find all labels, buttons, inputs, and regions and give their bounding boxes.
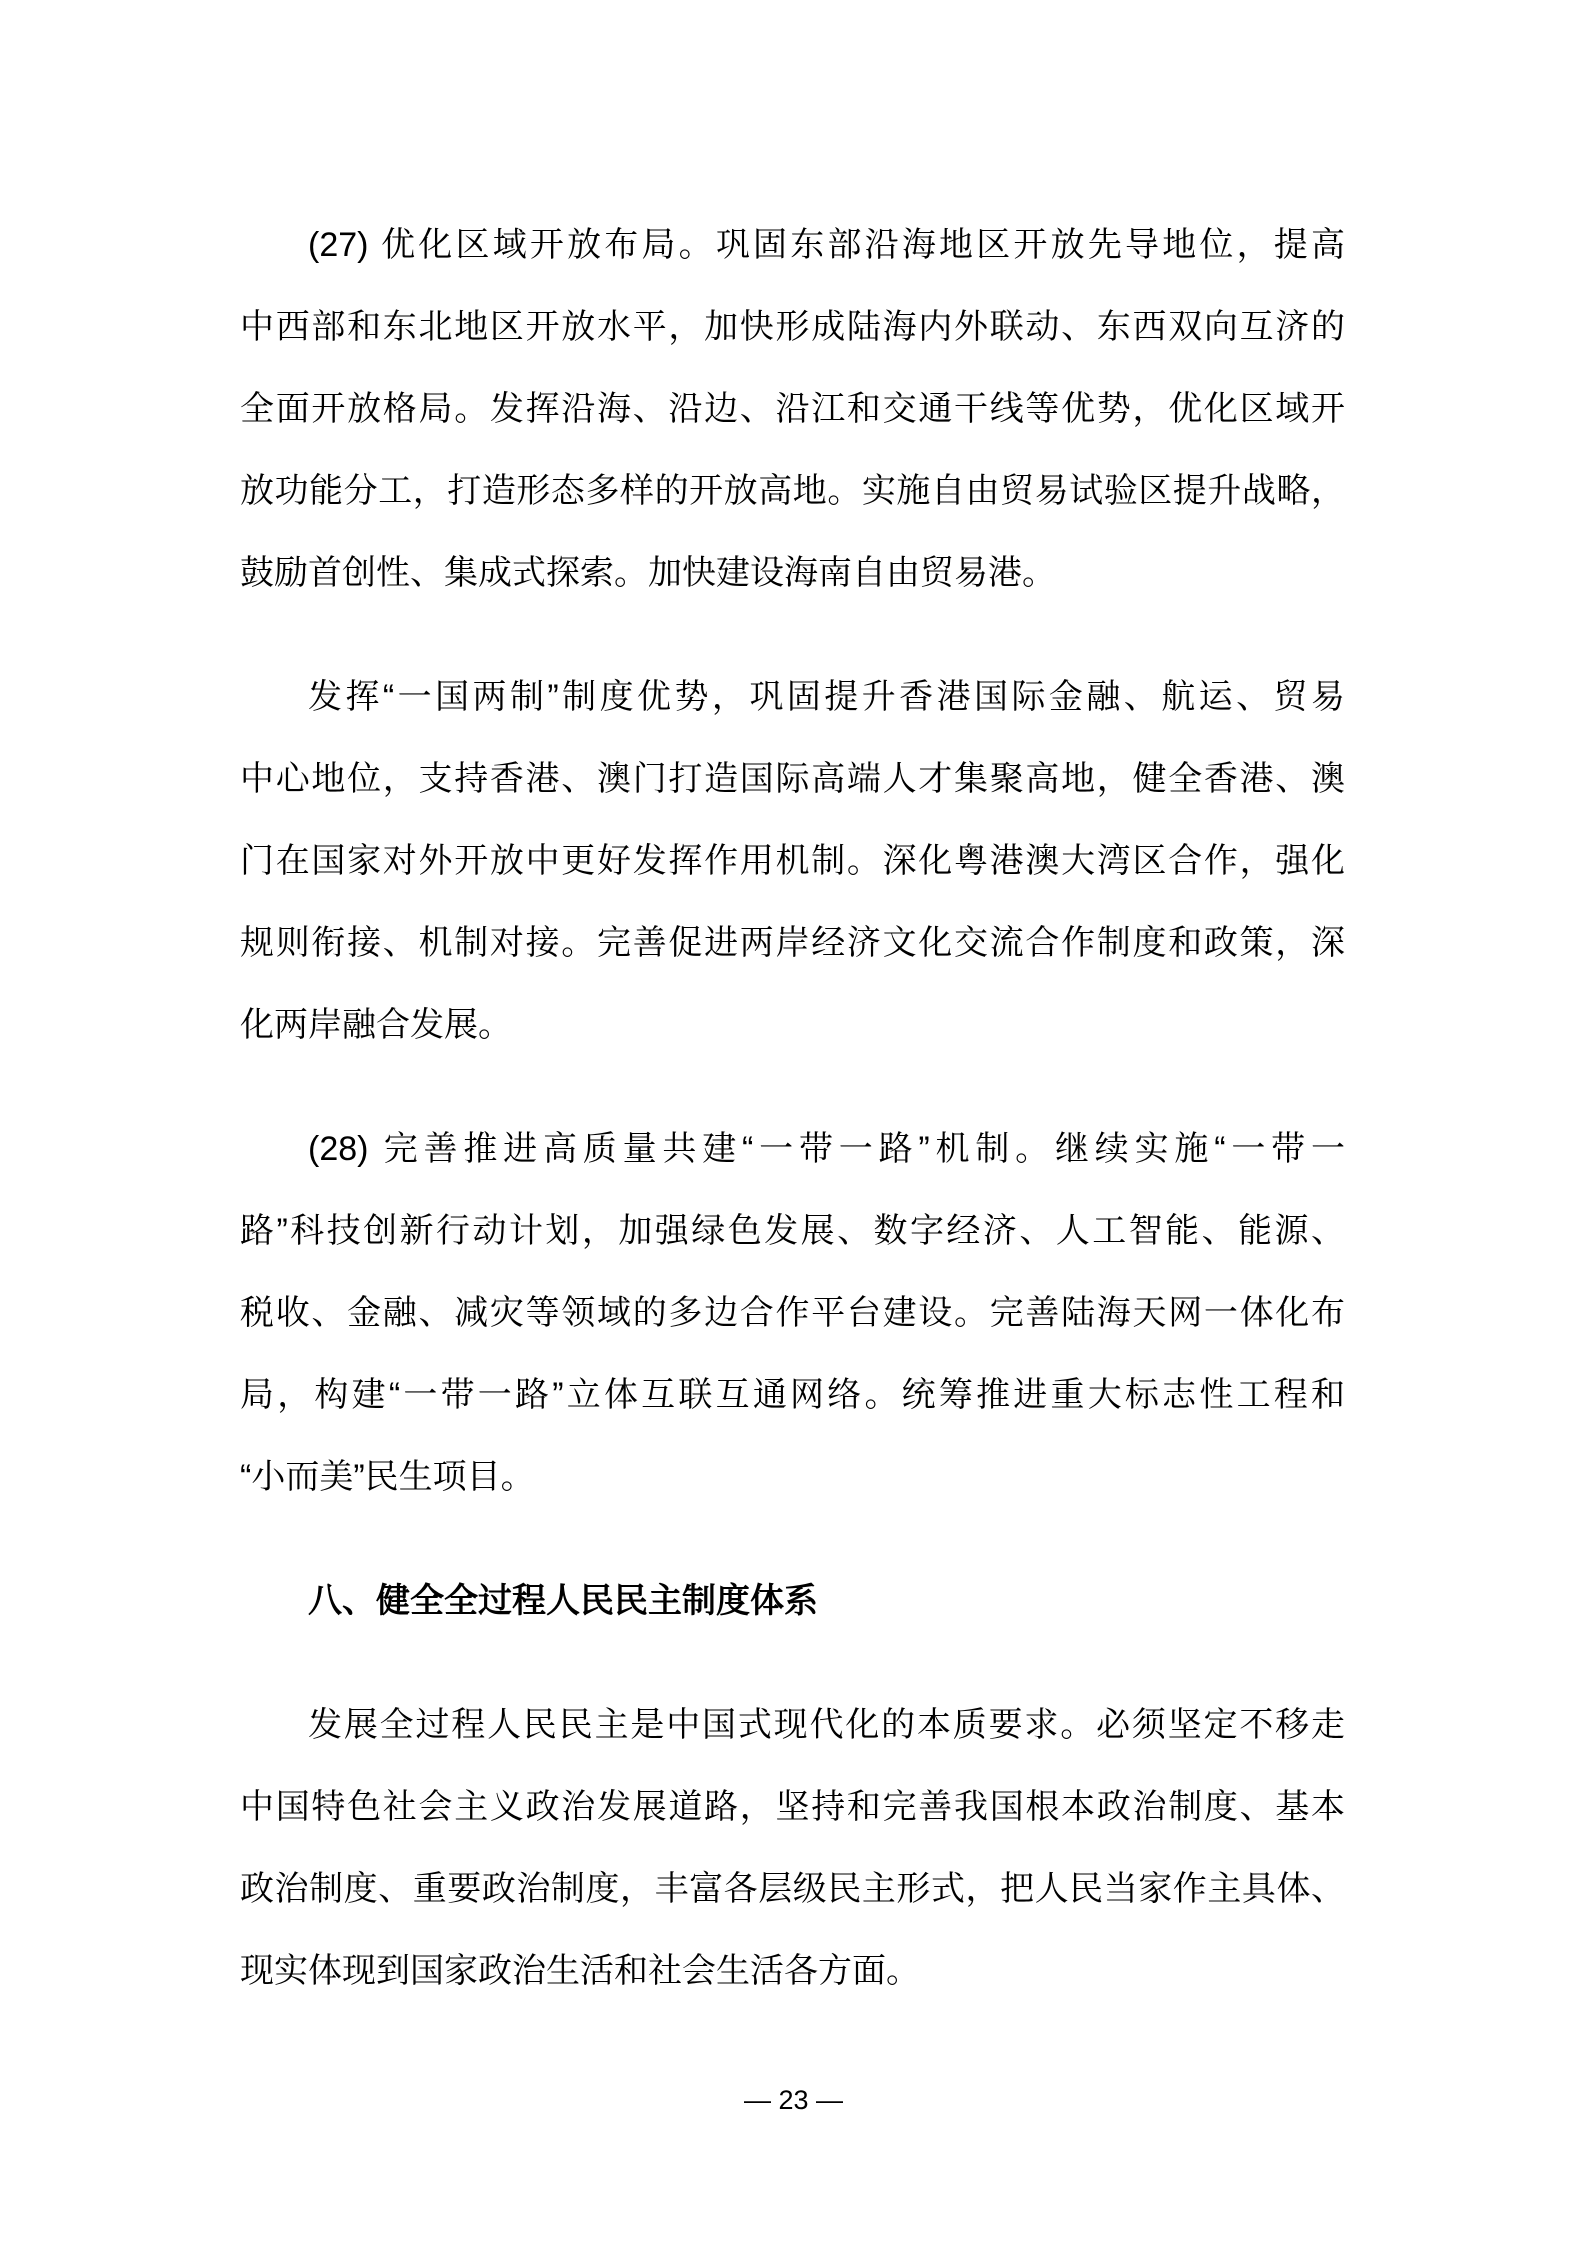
text-line: 路”科技创新行动计划，加强绿色发展、数字经济、人工智能、能源、: [240, 1212, 1345, 1250]
text-line: (28) 完善推进高质量共建“一带一路”机制。继续实施“一带一: [308, 1130, 1345, 1168]
text-line: 中国特色社会主义政治发展道路，坚持和完善我国根本政治制度、基本: [240, 1788, 1345, 1826]
text-line: 化两岸融合发展。: [240, 1006, 512, 1044]
text-line: “小而美”民生项目。: [240, 1458, 535, 1496]
text-line: 中心地位，支持香港、澳门打造国际高端人才集聚高地，健全香港、澳: [240, 760, 1345, 798]
paragraph-28-belt-and-road: [240, 1108, 1345, 1518]
page-number: — 23 —: [743, 2085, 844, 2115]
text-line: 鼓励首创性、集成式探索。加快建设海南自由贸易港。: [240, 554, 1056, 592]
text-line: 局，构建“一带一路”立体互联互通网络。统筹推进重大标志性工程和: [240, 1376, 1345, 1414]
text-line: 放功能分工，打造形态多样的开放高地。实施自由贸易试验区提升战略，: [240, 472, 1345, 510]
paragraph-27-regional-opening: [240, 204, 1345, 614]
document-body: [240, 204, 1345, 2012]
text-line: 门在国家对外开放中更好发挥作用机制。深化粤港澳大湾区合作，强化: [240, 842, 1345, 880]
text-line: 税收、金融、减灾等领域的多边合作平台建设。完善陆海天网一体化布: [240, 1294, 1345, 1332]
text-line: 全面开放格局。发挥沿海、沿边、沿江和交通干线等优势，优化区域开: [240, 390, 1345, 428]
section-heading-8: [240, 1560, 1345, 1642]
text-line: 规则衔接、机制对接。完善促进两岸经济文化交流合作制度和政策，深: [240, 924, 1345, 962]
text-line: 发挥“一国两制”制度优势，巩固提升香港国际金融、航运、贸易: [308, 678, 1345, 716]
text-line: 现实体现到国家政治生活和社会生活各方面。: [240, 1952, 920, 1990]
text-line: (27) 优化区域开放布局。巩固东部沿海地区开放先导地位，提高: [308, 226, 1345, 264]
text-line: 中西部和东北地区开放水平，加快形成陆海内外联动、东西双向互济的: [240, 308, 1345, 346]
paragraph-whole-process-democracy: [240, 1684, 1345, 2012]
paragraph-hongkong-macao-taiwan: [240, 656, 1345, 1066]
text-line: 发展全过程人民民主是中国式现代化的本质要求。必须坚定不移走: [308, 1706, 1345, 1744]
section-heading-text: 八、健全全过程人民民主制度体系: [308, 1582, 818, 1620]
text-line: 政治制度、重要政治制度，丰富各层级民主形式，把人民当家作主具体、: [240, 1870, 1345, 1908]
